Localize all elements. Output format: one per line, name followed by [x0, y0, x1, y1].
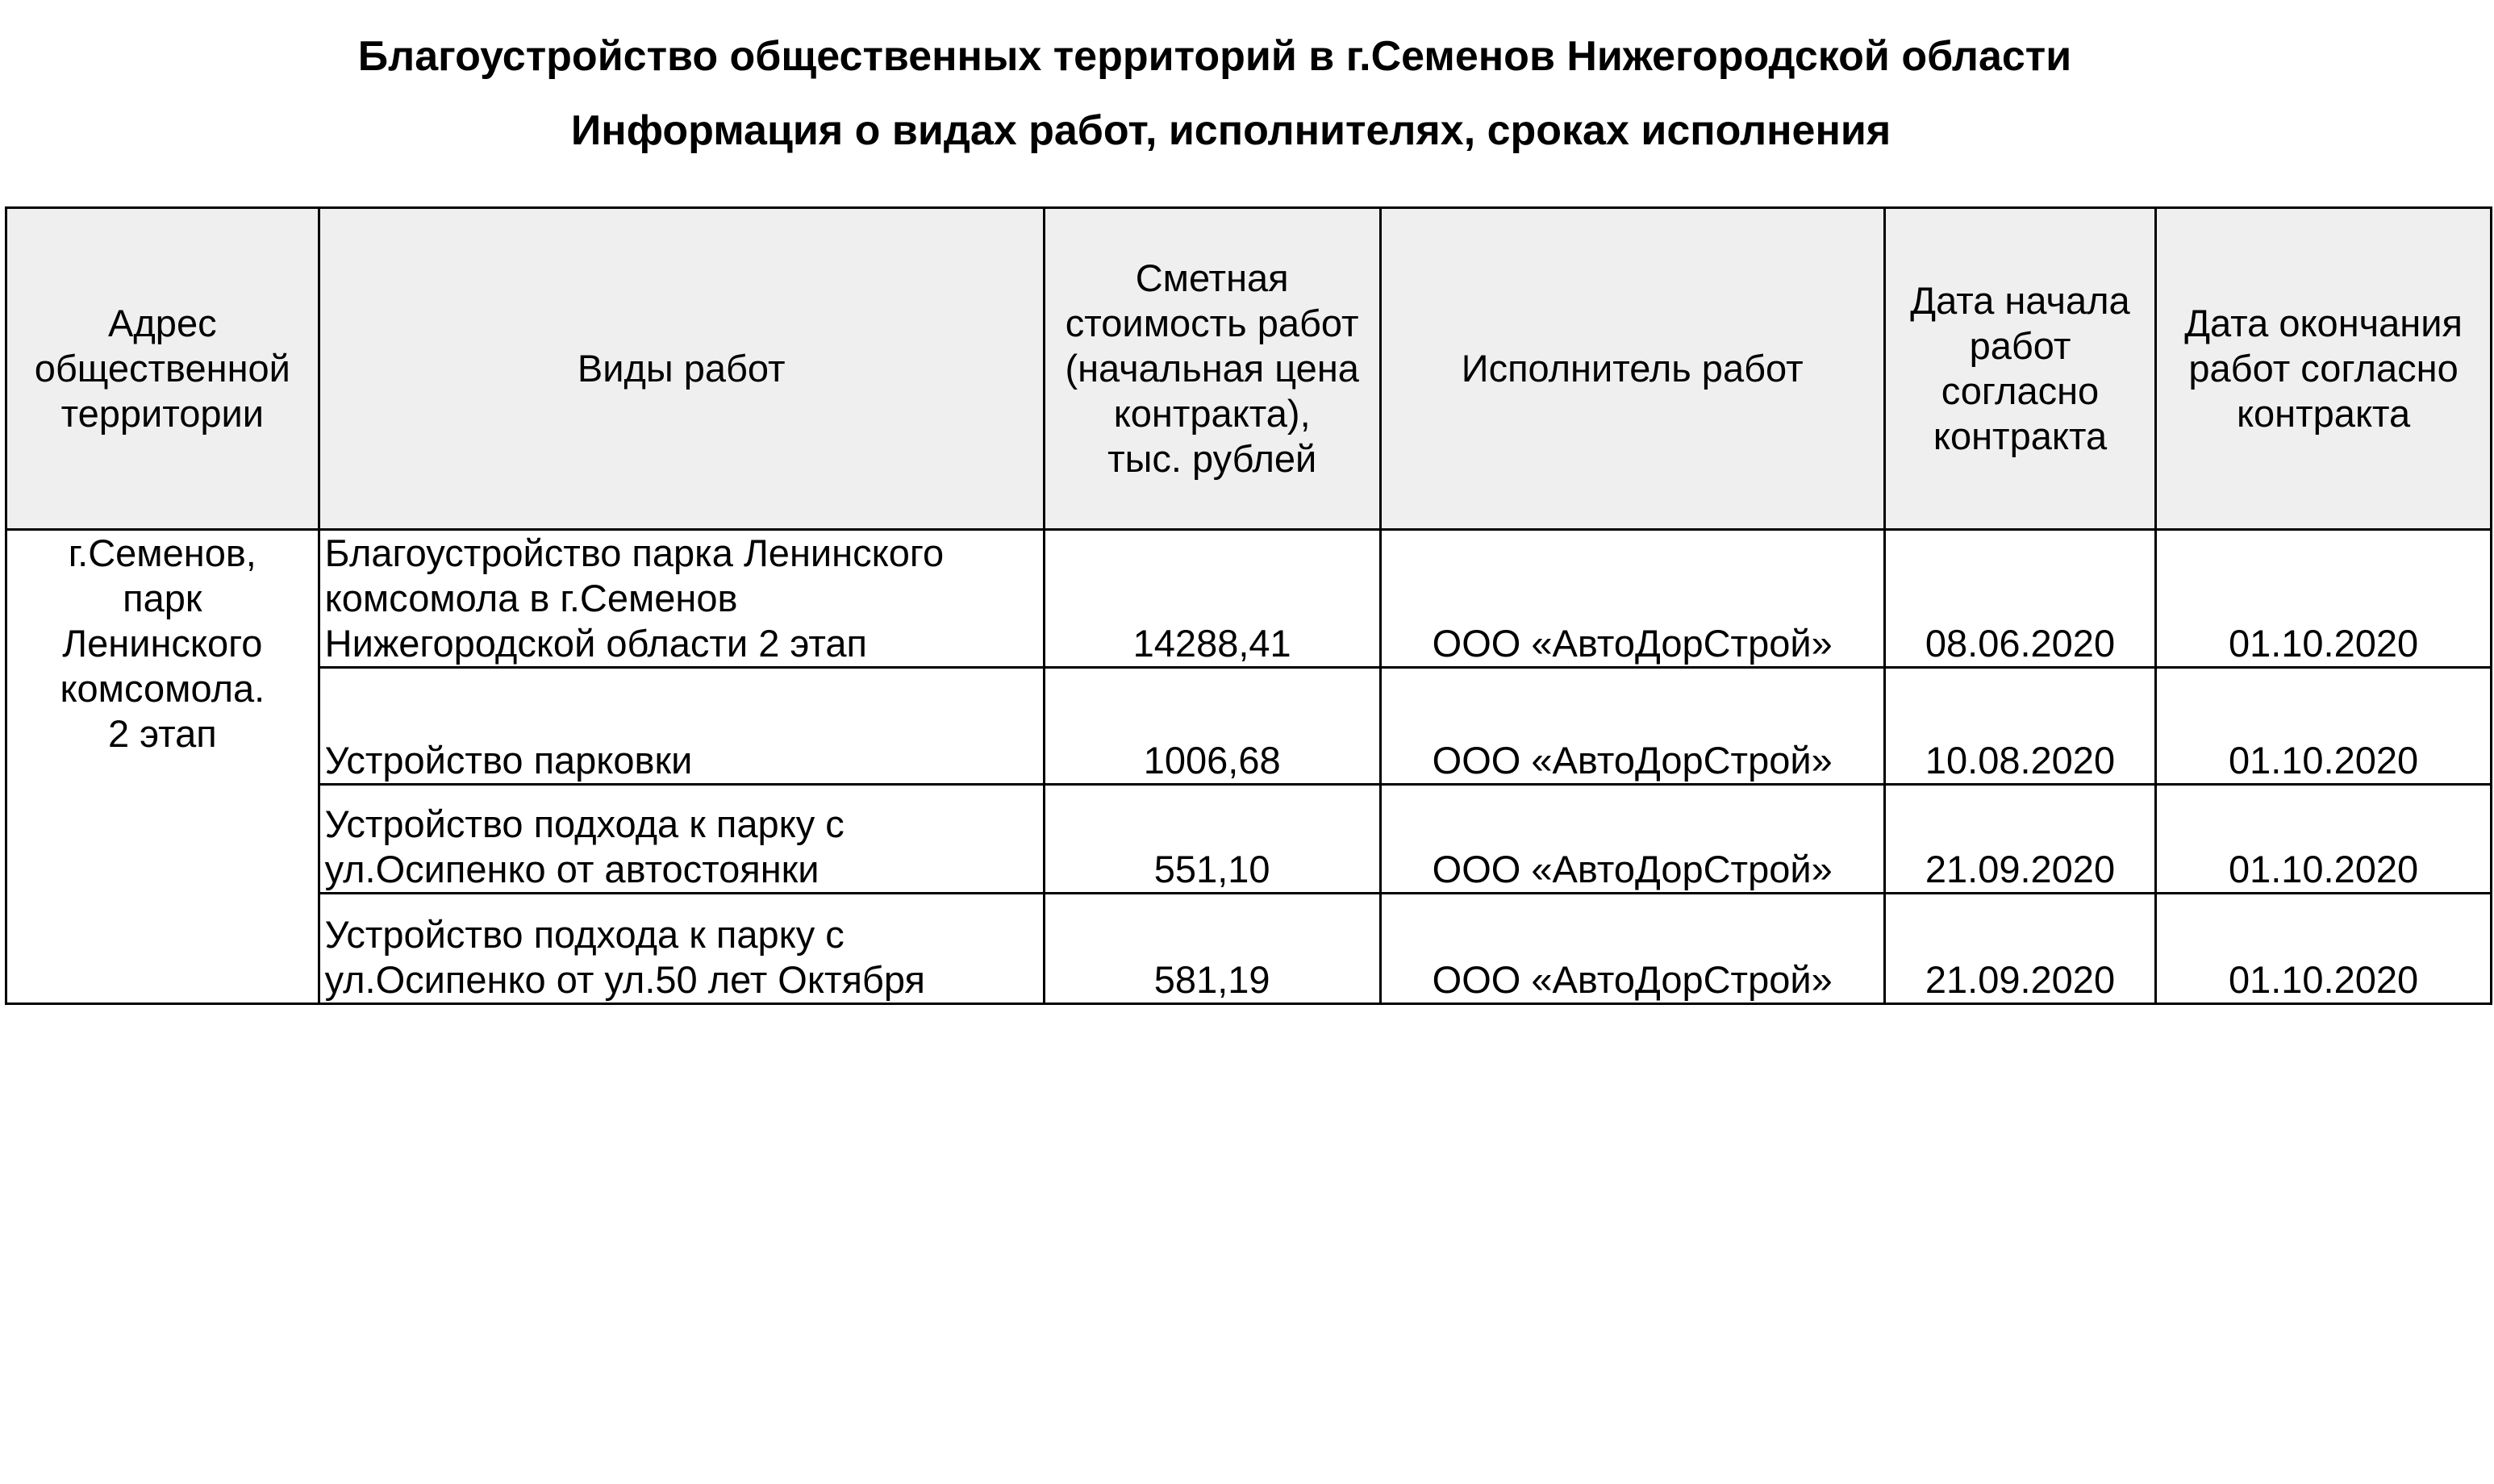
table-header — [6, 208, 2492, 530]
header-address: Адрес общественной территории — [6, 208, 319, 530]
table-row — [6, 894, 2492, 1004]
document-title: Благоустройство общественных территорий в г.Семенов Нижегородской области — [357, 33, 2072, 80]
end-date-cell: 01.10.2020 — [2156, 785, 2492, 894]
end-date-cell: 01.10.2020 — [2156, 894, 2492, 1004]
header-cost: Сметная стоимость работ (начальная цена контракта), тыс. рублей — [1044, 208, 1380, 530]
start-date-cell: 10.08.2020 — [1884, 668, 2155, 785]
address-cell: г.Семенов, парк Ленинского комсомола. 2 этап — [6, 530, 319, 1004]
header-end-date: Дата окончания работ согласно контракта — [2156, 208, 2492, 530]
cost-cell: 581,19 — [1044, 894, 1380, 1004]
work-cell: Устройство парковки — [319, 668, 1044, 785]
document-subtitle: Информация о видах работ, исполнителях, сроках исполнения — [570, 107, 1891, 154]
cost-cell: 1006,68 — [1044, 668, 1380, 785]
table-row — [6, 785, 2492, 894]
end-date-cell: 01.10.2020 — [2156, 530, 2492, 668]
header-works: Виды работ — [319, 208, 1044, 530]
header-executor: Исполнитель работ — [1380, 208, 1884, 530]
cost-cell: 14288,41 — [1044, 530, 1380, 668]
executor-cell: ООО «АвтоДорСтрой» — [1380, 894, 1884, 1004]
work-cell: Устройство подхода к парку с ул.Осипенко от автостоянки — [319, 785, 1044, 894]
header-row — [6, 208, 2492, 530]
executor-cell: ООО «АвтоДорСтрой» — [1380, 668, 1884, 785]
executor-cell: ООО «АвтоДорСтрой» — [1380, 530, 1884, 668]
table-body — [6, 530, 2492, 1004]
table-row — [6, 530, 2492, 668]
executor-cell: ООО «АвтоДорСтрой» — [1380, 785, 1884, 894]
start-date-cell: 21.09.2020 — [1884, 785, 2155, 894]
cost-cell: 551,10 — [1044, 785, 1380, 894]
start-date-cell: 21.09.2020 — [1884, 894, 2155, 1004]
header-start-date: Дата начала работ согласно контракта — [1884, 208, 2155, 530]
work-cell: Устройство подхода к парку с ул.Осипенко от ул.50 лет Октября — [319, 894, 1044, 1004]
table-row — [6, 668, 2492, 785]
start-date-cell: 08.06.2020 — [1884, 530, 2155, 668]
work-cell: Благоустройство парка Ленинского комсомола в г.Семенов Нижегородской области 2 этап — [319, 530, 1044, 668]
end-date-cell: 01.10.2020 — [2156, 668, 2492, 785]
works-table — [5, 206, 2492, 1005]
